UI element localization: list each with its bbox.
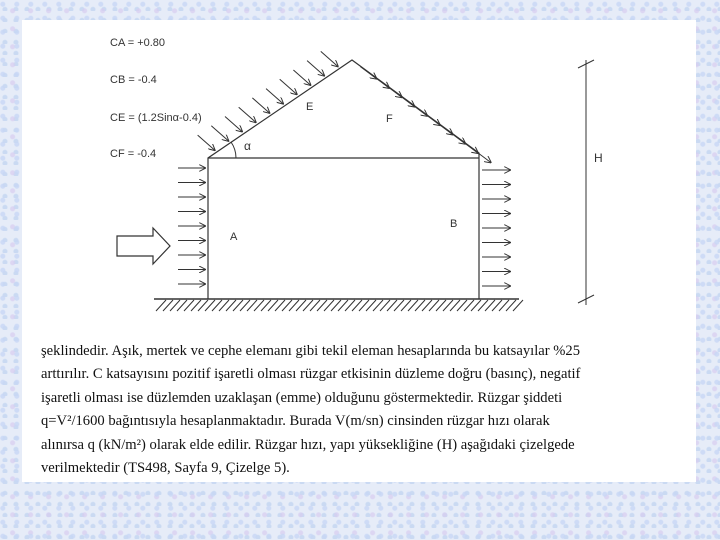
text-line-1: şeklindedir. Aşık, mertek ve cephe elemanı gibi tekil eleman hesaplarında bu katsayılar %25	[41, 343, 580, 359]
text-line-3: işaretli olması ise düzlemden uzaklaşan (emme) olduğunu göstermektedir. Rüzgar şiddeti	[41, 389, 563, 406]
coefficient-ca: CA = +0.80	[110, 37, 166, 49]
height-dimension	[578, 60, 594, 305]
wind-direction-arrow	[117, 228, 170, 264]
roof-e-arrow	[252, 98, 269, 113]
coefficient-cf: CF = -0.4	[110, 148, 157, 160]
roof-e-arrow	[225, 117, 242, 132]
coefficient-cb: CB = -0.4	[110, 74, 157, 86]
zone-b-label: B	[450, 218, 458, 230]
text-line-2: arttırılır. C katsayısını pozitif işaretli olması rüzgar etkisinin düzleme doğru (basınç), negatif	[41, 366, 581, 383]
roof-e-arrow	[266, 89, 283, 104]
angle-arc	[231, 142, 236, 158]
text-line-6: verilmektedir (TS498, Sayfa 9, Çizelge 5).	[41, 460, 290, 477]
building-outline	[208, 60, 479, 299]
roof-e-arrow	[211, 126, 228, 141]
text-line-4: q=V²/1600 bağıntısıyla hesaplanmaktadır. Burada V(m/sn) cinsinden rüzgar hızı olarak	[41, 413, 550, 430]
ground-hatching	[154, 299, 523, 311]
zone-a-label: A	[230, 231, 238, 243]
body-paragraph	[41, 340, 696, 480]
roof-e-arrow	[280, 79, 297, 94]
roof-e-arrow	[307, 61, 324, 76]
pressure-arrows	[178, 51, 510, 286]
roof-e-arrow	[293, 70, 310, 85]
zone-f-label: F	[386, 113, 393, 125]
angle-alpha-label: α	[244, 139, 251, 153]
roof-e-arrow	[198, 135, 215, 150]
height-h-label: H	[594, 151, 603, 165]
coefficient-ce: CE = (1.2Sinα-0.4)	[110, 112, 202, 124]
roof-f-arrow	[475, 150, 491, 162]
wind-load-diagram	[22, 20, 696, 320]
zone-e-label: E	[306, 101, 314, 113]
roof-e-arrow	[239, 107, 256, 122]
roof-e-arrow	[321, 51, 338, 66]
text-line-5: alınırsa q (kN/m²) olarak elde edilir. Rüzgar hızı, yapı yüksekliğine (H) aşağıdaki çizelgede	[41, 436, 575, 453]
slide	[22, 20, 696, 482]
